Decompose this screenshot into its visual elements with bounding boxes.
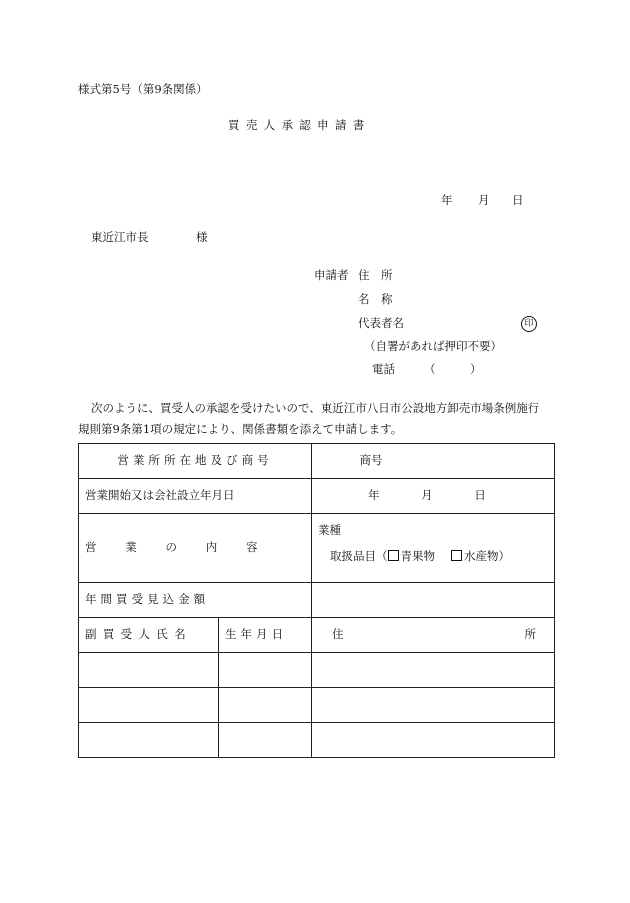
annual-amount-label: 年間買受見込金額 [79,583,312,618]
address-header-right: 所 [524,627,536,642]
company-name-label: 名 称 [358,292,393,306]
date-year: 年 [441,193,453,207]
handled-items-suffix: ） [498,548,510,563]
sub-buyer-row [79,653,555,688]
body-line-1: 次のように、買受人の承認を受けたいので、東近江市八日市公設地方卸売市場条例施行 [91,401,540,415]
addressee-honorific: 様 [196,230,208,244]
trade-name-field[interactable] [312,444,555,479]
addressee-name: 東近江市長 [91,230,149,244]
address-label: 住 所 [358,268,393,282]
sub-buyer-header-row [79,618,555,653]
business-content-row [79,514,555,583]
date-day: 日 [512,193,524,207]
document-title: 買売人承認申請書 [228,118,371,132]
business-content-text: 営業の内容 [85,540,287,555]
business-location-row [79,444,555,479]
seal-mark: 印 [521,316,537,332]
trade-name-label: 商号 [359,453,383,468]
sub-buyer-address-header [312,618,555,653]
business-content-label [79,514,312,583]
sub-buyer-row [79,723,555,758]
start-date-year: 年 [368,488,380,503]
handled-items [330,550,548,564]
seal-note: （自署があれば押印不要） [364,339,502,353]
start-date-month: 月 [421,488,433,503]
annual-amount-row [79,583,555,618]
sub-buyer-name-cell[interactable] [79,653,219,688]
address-header-left: 住 [332,627,344,642]
representative-label: 代表者名 [358,316,404,330]
start-date-label: 営業開始又は会社設立年月日 [79,479,312,514]
sub-buyer-name-cell[interactable] [79,723,219,758]
seafood-option-label: 水産物 [464,548,499,563]
start-date-field[interactable] [312,479,555,514]
sub-buyer-birthdate-cell[interactable] [219,653,312,688]
business-content-field[interactable] [312,514,555,583]
applicant-heading: 申請者 [314,268,349,282]
form-number: 様式第5号（第9条関係） [78,82,208,96]
sub-buyer-row [79,688,555,723]
sub-buyer-birthdate-cell[interactable] [219,688,312,723]
annual-amount-field[interactable] [312,583,555,618]
produce-checkbox[interactable] [388,550,399,561]
sub-buyer-name-header: 副買受人氏名 [79,618,219,653]
body-line-2: 規則第9条第1項の規定により、関係書類を添えて申請します。 [78,422,403,436]
sub-buyer-address-cell[interactable] [312,688,555,723]
business-kind-label: 業種 [318,523,341,537]
start-date-row [79,479,555,514]
business-location-label: 営業所所在地及び商号 [79,444,312,479]
sub-buyer-birthdate-cell[interactable] [219,723,312,758]
start-date-day: 日 [474,488,486,503]
date-month: 月 [478,193,490,207]
phone-parens: （ ） [424,362,482,376]
sub-buyer-address-cell[interactable] [312,653,555,688]
application-table [78,443,555,758]
seafood-checkbox[interactable] [451,550,462,561]
phone-label: 電話 [372,362,395,376]
sub-buyer-name-cell[interactable] [79,688,219,723]
produce-option-label: 青果物 [400,548,435,563]
sub-buyer-address-cell[interactable] [312,723,555,758]
handled-items-prefix: 取扱品目（ [330,548,388,563]
sub-buyer-birthdate-header: 生年月日 [219,618,312,653]
